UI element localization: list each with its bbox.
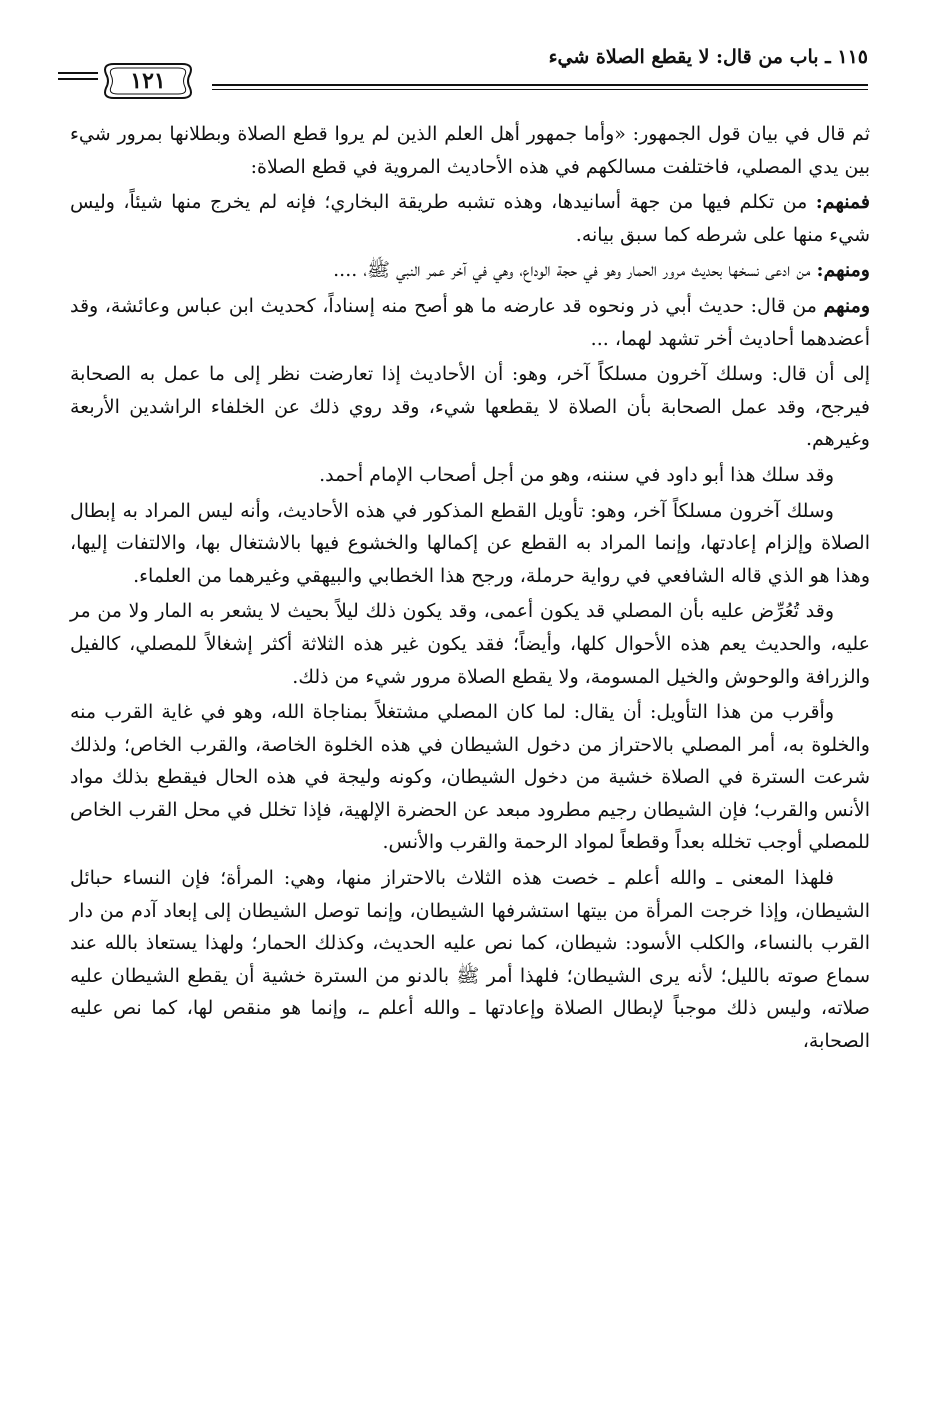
paragraph-3 [70, 254, 870, 287]
main-text [70, 118, 870, 1061]
paragraph-8 [70, 595, 870, 693]
paragraph-text: فلهذا المعنى ـ والله أعلم ـ خصت هذه الثلاث بالاحتراز منها، وهي: المرأة؛ فإن النساء حبائل الشيطان، وإذا خرجت المرأة من بيتها استشرفها الشيطان، وإنما توصل الشيطان إلى إبعاد آدم من دار القرب بالنساء، والكلب الأسود: شيطان، كما نص عليه الحديث، وكذلك الحمار؛ ولهذا يستعاذ بالله عند سماع صوته بالليل؛ لأنه يرى الشيطان؛ فلهذا أمر ﷺ بالدنو من السترة خشية أن يقطع الشيطان عليه صلاته، وليس ذلك موجباً لإبطال الصلاة وإعادتها ـ والله أعلم ـ، وإنما هو منقص لها، كما نص عليه الصحابة، [70, 867, 870, 1053]
paragraph-10 [70, 862, 870, 1058]
paragraph-text: وقد تُعُرِّض عليه بأن المصلي قد يكون أعمى، وقد يكون ذلك ليلاً بحيث لا يشعر به المار ولا من مر عليه، والحديث يعم هذه الأحوال كلها، وأيضاً؛ فقد يكون غير هذه الثلاثة أكثر إشغالاً للمصلي، كالفيل والزرافة والوحوش والخيل المسومة، ولا يقطع الصلاة مرور شيء من ذلك. [70, 600, 870, 688]
paragraph-text: وأقرب من هذا التأويل: أن يقال: لما كان المصلي مشتغلاً بمناجاة الله، وهو في غاية القرب منه والخلوة به، أمر المصلي بالاحتراز من دخول الشيطان في هذه الخلوة الخاصة، والقرب الخاص؛ ولذلك شرعت السترة في الصلاة خشية من دخول الشيطان، وكونه وليجة في هذه الحال فيقطع بذلك مواد الأنس والقرب؛ فإن الشيطان رجيم مطرود مبعد عن الحضرة الإلهية، فإذا تخلل في محل القرب الخاص للمصلي أوجب تخلله بعداً وقطعاً لمواد الرحمة والقرب والأنس. [70, 701, 870, 854]
paragraph-text: ثم قال في بيان قول الجمهور: «وأما جمهور أهل العلم الذين لم يروا قطع الصلاة وبطلانها بمرور شيء بين يدي المصلي، فاختلفت مسالكهم في هذه الأحاديث المروية في قطع الصلاة: [70, 123, 870, 178]
paragraph-7 [70, 495, 870, 593]
paragraph-lead: ومنهم: [816, 259, 870, 282]
paragraph-2 [70, 186, 870, 251]
paragraph-text: من تكلم فيها من جهة أسانيدها، وهذه تشبه طريقة البخاري؛ فإنه لم يخرج منها شيئاً، وليس شيء منها على شرطه كما سبق بيانه. [70, 191, 870, 246]
paragraph-text: إلى أن قال: وسلك آخرون مسلكاً آخر، وهو: أن الأحاديث إذا تعارضت نظر إلى ما عمل به الصحابة فيرجح، وقد عمل الصحابة بأن الصلاة لا يقطعها شيء، وقد روي ذلك عن الخلفاء الراشدين الأربعة وغيرهم. [70, 363, 870, 451]
header-rule [212, 84, 868, 90]
page-number: ١٢١ [130, 68, 166, 94]
paragraph-6 [70, 459, 870, 492]
page-number-frame [102, 60, 194, 102]
chapter-title: ١١٥ ـ باب من قال: لا يقطع الصلاة شيء [548, 46, 868, 68]
paragraph-9 [70, 696, 870, 859]
paragraph-lead: ومنهم [823, 294, 870, 317]
paragraph-1 [70, 118, 870, 183]
paragraph-5 [70, 358, 870, 456]
paragraph-text: من قال: حديث أبي ذر ونحوه قد عارضه ما هو أصح منه إسناداً، كحديث ابن عباس وعائشة، وقد أعضدهما أحاديث أخر تشهد لهما، ... [70, 294, 870, 350]
paragraph-text: وقد سلك هذا أبو داود في سننه، وهو من أجل أصحاب الإمام أحمد. [319, 463, 834, 486]
page-header [62, 40, 868, 100]
header-ornament-lines [58, 72, 98, 84]
paragraph-4 [70, 290, 870, 355]
paragraph-text: وسلك آخرون مسلكاً آخر، وهو: تأويل القطع المذكور في هذه الأحاديث، وأنه ليس المراد به إبطال الصلاة وإلزام إعادتها، وإنما المراد به القطع عن إكمالها والخشوع فيها بالاشتغال بها، والالتفات إليها، وهذا هو الذي قاله الشافعي في رواية حرملة، ورجح هذا الخطابي والبيهقي وغيرهما من العلماء. [70, 499, 870, 587]
paragraph-text: من ادعى نسخها بحديث مرور الحمار وهو في حجة الوداع، وهي في آخر عمر النبي ﷺ، .... [333, 259, 817, 282]
paragraph-lead: فمنهم: [815, 191, 870, 214]
